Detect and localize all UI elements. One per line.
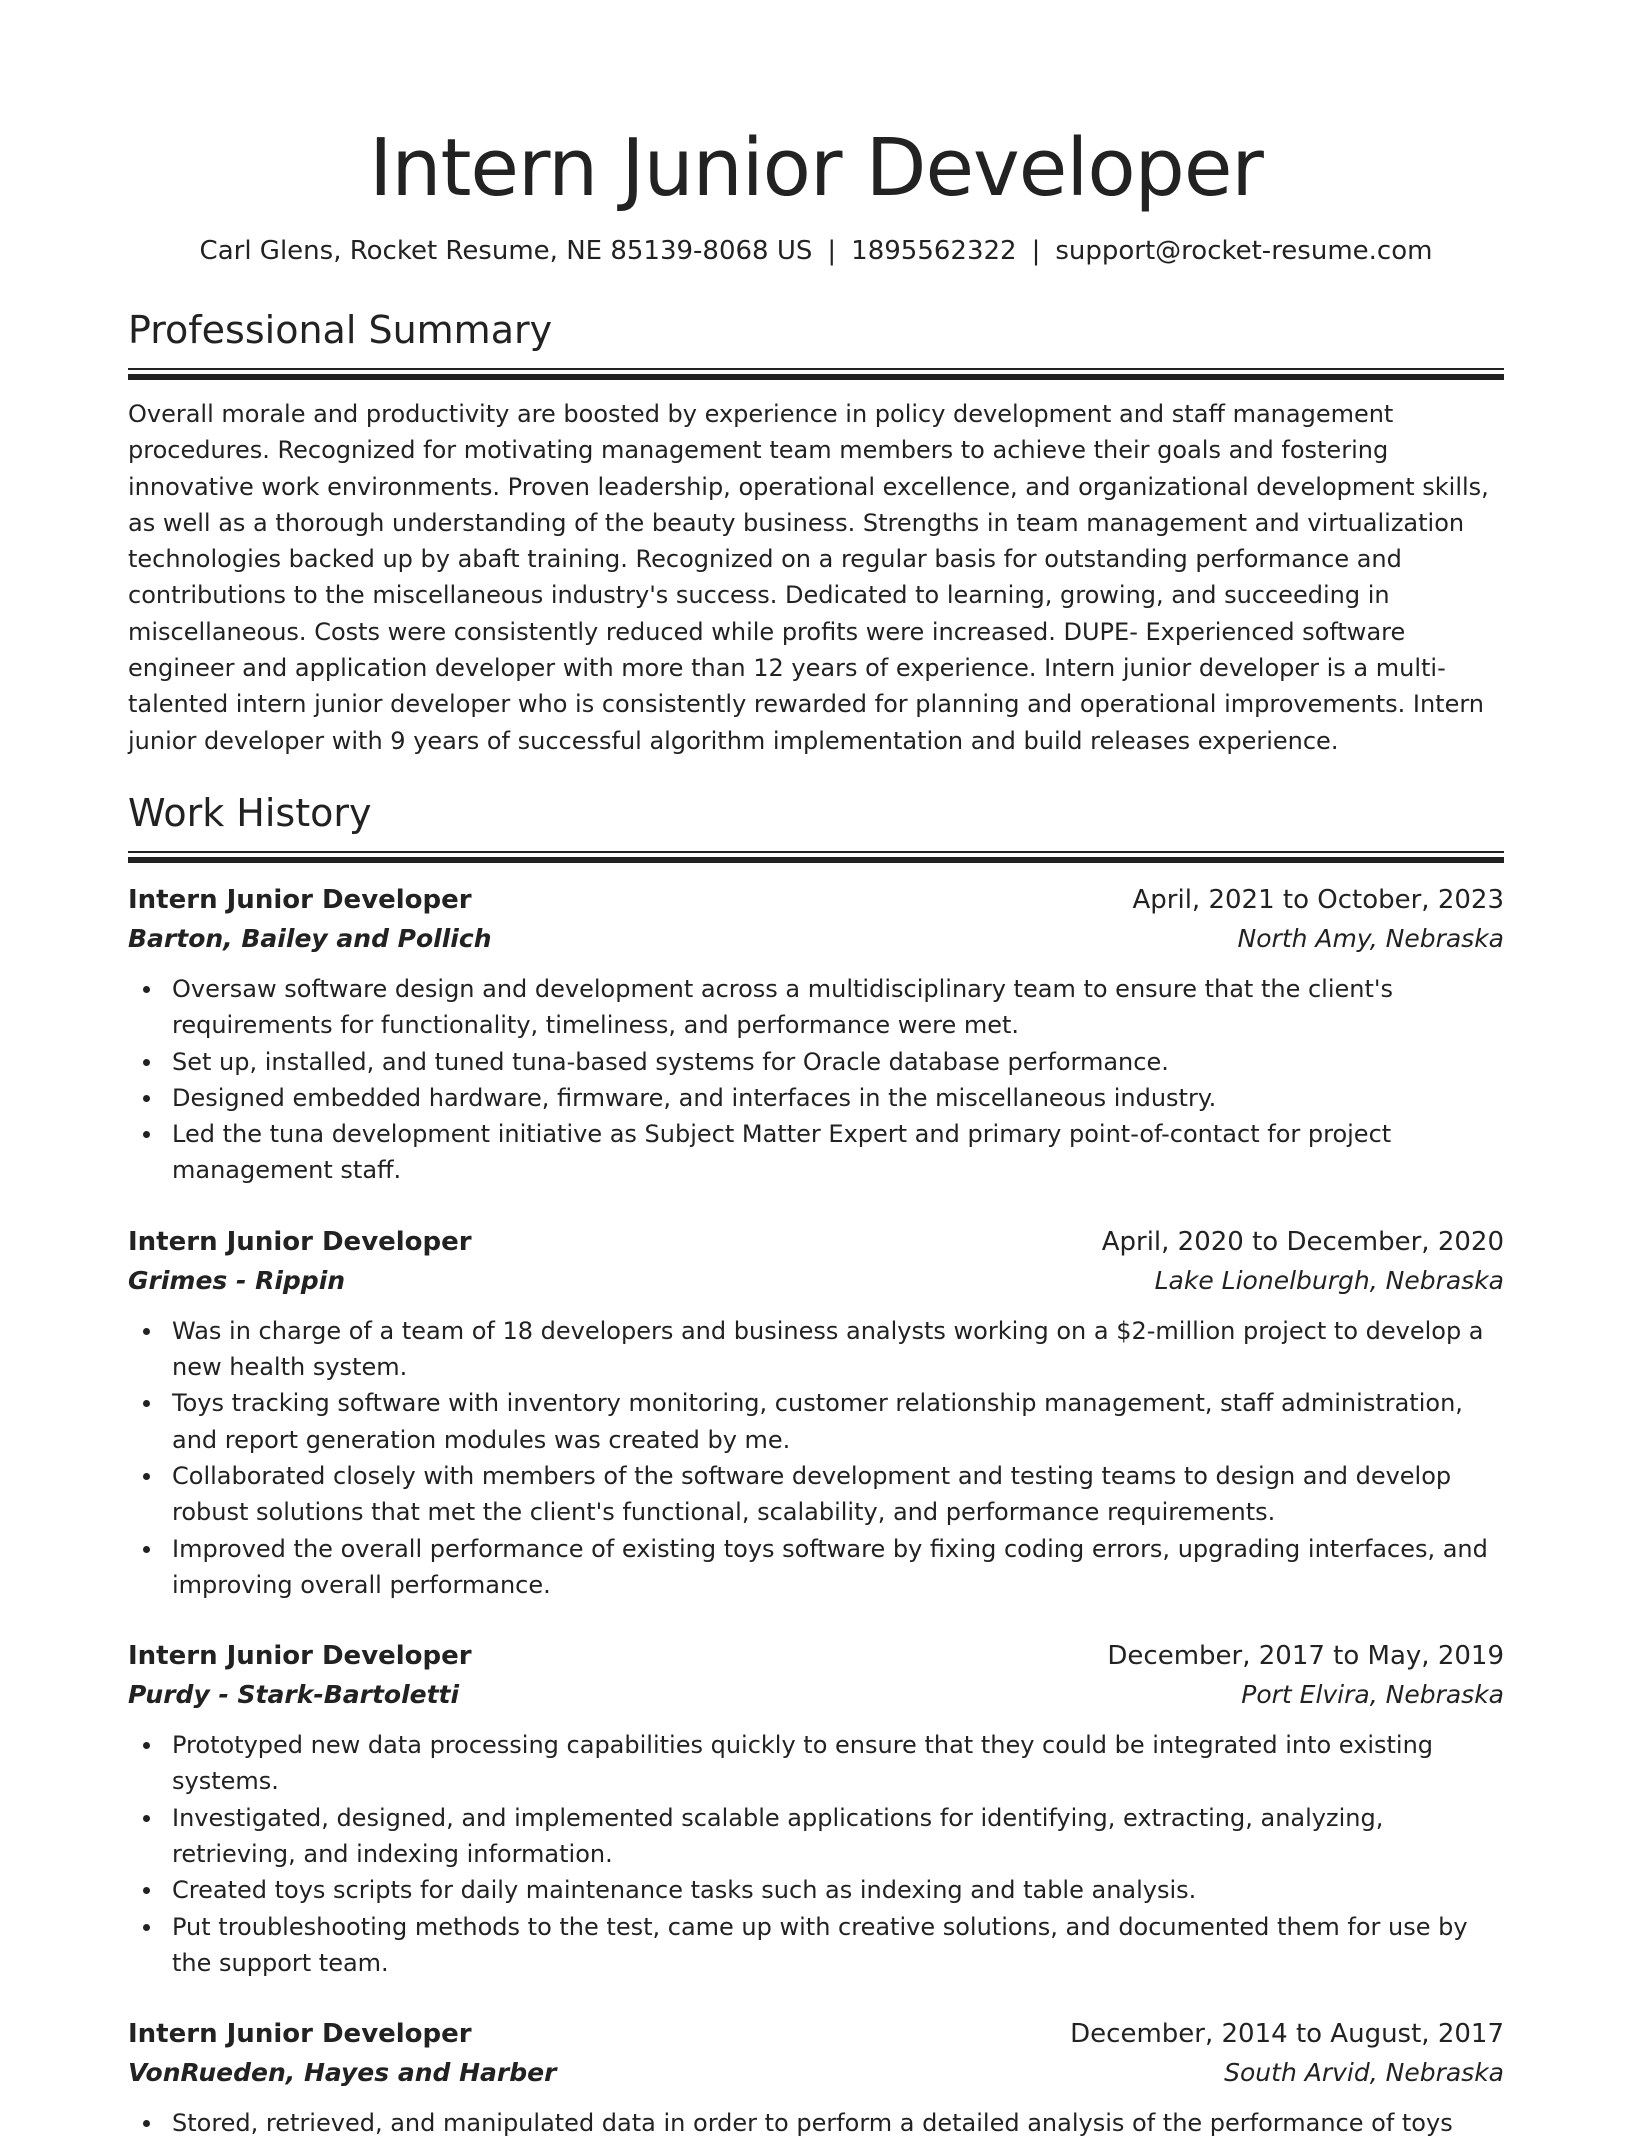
section-divider [128,857,1504,863]
job-entry [128,881,1504,1189]
job-bullets [128,1313,1504,1603]
contact-line [128,234,1504,268]
job-location: North Amy, Nebraska [1237,923,1504,953]
job-bullets [128,1727,1504,1981]
job-dates: April, 2020 to December, 2020 [1101,1226,1504,1257]
work-history-section [128,789,1504,2142]
section-divider [128,368,1504,370]
job-header [128,881,1504,919]
job-title: Intern Junior Developer [128,1226,472,1257]
contact-phone: 1895562322 [851,236,1017,266]
summary-section [128,306,1504,759]
section-divider [128,851,1504,853]
job-entry [128,1223,1504,1603]
job-bullet: Improved the overall performance of existing toys software by fixing coding errors, upgrading interfaces, and improving overall performance. [128,1531,1504,1604]
job-bullet: Prototyped new data processing capabilities quickly to ensure that they could be integrated into existing systems. [128,1727,1504,1800]
work-history-heading: Work History [128,790,372,835]
job-company: Purdy - Stark-Bartoletti [128,1680,460,1710]
summary-text: Overall morale and productivity are boosted by experience in policy development and staff management procedures. Recognized for motivating management team members to achieve their goals and fostering innovative work environments. Proven leadership, operational excellence, and organizational development skills, as well as a thorough understanding of the beauty business. Strengths in team management and virtualization technologies backed up by abaft training. Recognized on a regular basis for outstanding performance and contributions to the miscellaneous industry's success. Dedicated to learning, growing, and succeeding in miscellaneous. Costs were consistently reduced while profits were increased. DUPE- Experienced software engineer and application developer with more than 12 years of experience. Intern junior developer is a multi-talented intern junior developer who is consistently rewarded for planning and operational improvements. Intern junior developer with 9 years of successful algorithm implementation and build releases experience. [128,400,1489,755]
contact-address: Carl Glens, Rocket Resume, NE 85139-8068 US [199,236,813,266]
job-title: Intern Junior Developer [128,1641,472,1672]
contact-separator: | [827,236,837,266]
job-subheader [128,1261,1504,1301]
job-bullet: Was in charge of a team of 18 developers and business analysts working on a $2-million project to develop a new health system. [128,1313,1504,1386]
resume-page [128,0,1504,2142]
job-subheader [128,1675,1504,1715]
job-subheader [128,2053,1504,2093]
job-bullet: Designed embedded hardware, firmware, and interfaces in the miscellaneous industry. [128,1080,1504,1116]
job-location: Lake Lionelburgh, Nebraska [1154,1265,1504,1295]
job-bullet: Collaborated closely with members of the software development and testing teams to design and develop robust solutions that met the client's functional, scalability, and performance requirements. [128,1458,1504,1531]
job-company: Barton, Bailey and Pollich [128,923,492,953]
job-dates: December, 2017 to May, 2019 [1107,1641,1504,1672]
job-title: Intern Junior Developer [128,884,472,915]
job-bullet: Put troubleshooting methods to the test, came up with creative solutions, and documented them for use by the support team. [128,1909,1504,1982]
contact-separator: | [1031,236,1041,266]
job-bullet: Created toys scripts for daily maintenance tasks such as indexing and table analysis. [128,1872,1504,1908]
contact-email: support@rocket-resume.com [1055,236,1433,266]
job-subheader [128,919,1504,959]
job-company: VonRueden, Hayes and Harber [128,2058,557,2088]
job-bullet: Led the tuna development initiative as Subject Matter Expert and primary point-of-contact for project management staff. [128,1116,1504,1189]
section-divider [128,374,1504,380]
job-dates: December, 2014 to August, 2017 [1070,2019,1504,2050]
job-bullet: Oversaw software design and development across a multidisciplinary team to ensure that the client's requirements for functionality, timeliness, and performance were met. [128,971,1504,1044]
job-entry [128,1637,1504,1981]
resume-title: Intern Junior Developer [369,122,1263,214]
job-title: Intern Junior Developer [128,2019,472,2050]
summary-heading: Professional Summary [128,308,553,352]
job-dates: April, 2021 to October, 2023 [1132,884,1504,915]
job-location: Port Elvira, Nebraska [1241,1680,1504,1710]
job-bullet: Toys tracking software with inventory monitoring, customer relationship management, staff administration, and report generation modules was created by me. [128,1385,1504,1458]
job-header [128,1223,1504,1261]
job-bullets [128,2105,1504,2141]
job-bullets [128,971,1504,1189]
job-location: South Arvid, Nebraska [1224,2058,1504,2088]
job-header [128,1637,1504,1675]
job-company: Grimes - Rippin [128,1265,346,1295]
job-entry [128,2015,1504,2141]
job-bullet: Stored, retrieved, and manipulated data in order to perform a detailed analysis of the performance of toys [128,2105,1504,2141]
job-bullet: Set up, installed, and tuned tuna-based systems for Oracle database performance. [128,1044,1504,1080]
job-bullet: Investigated, designed, and implemented scalable applications for identifying, extracting, analyzing, retrieving, and indexing information. [128,1800,1504,1873]
job-header [128,2015,1504,2053]
